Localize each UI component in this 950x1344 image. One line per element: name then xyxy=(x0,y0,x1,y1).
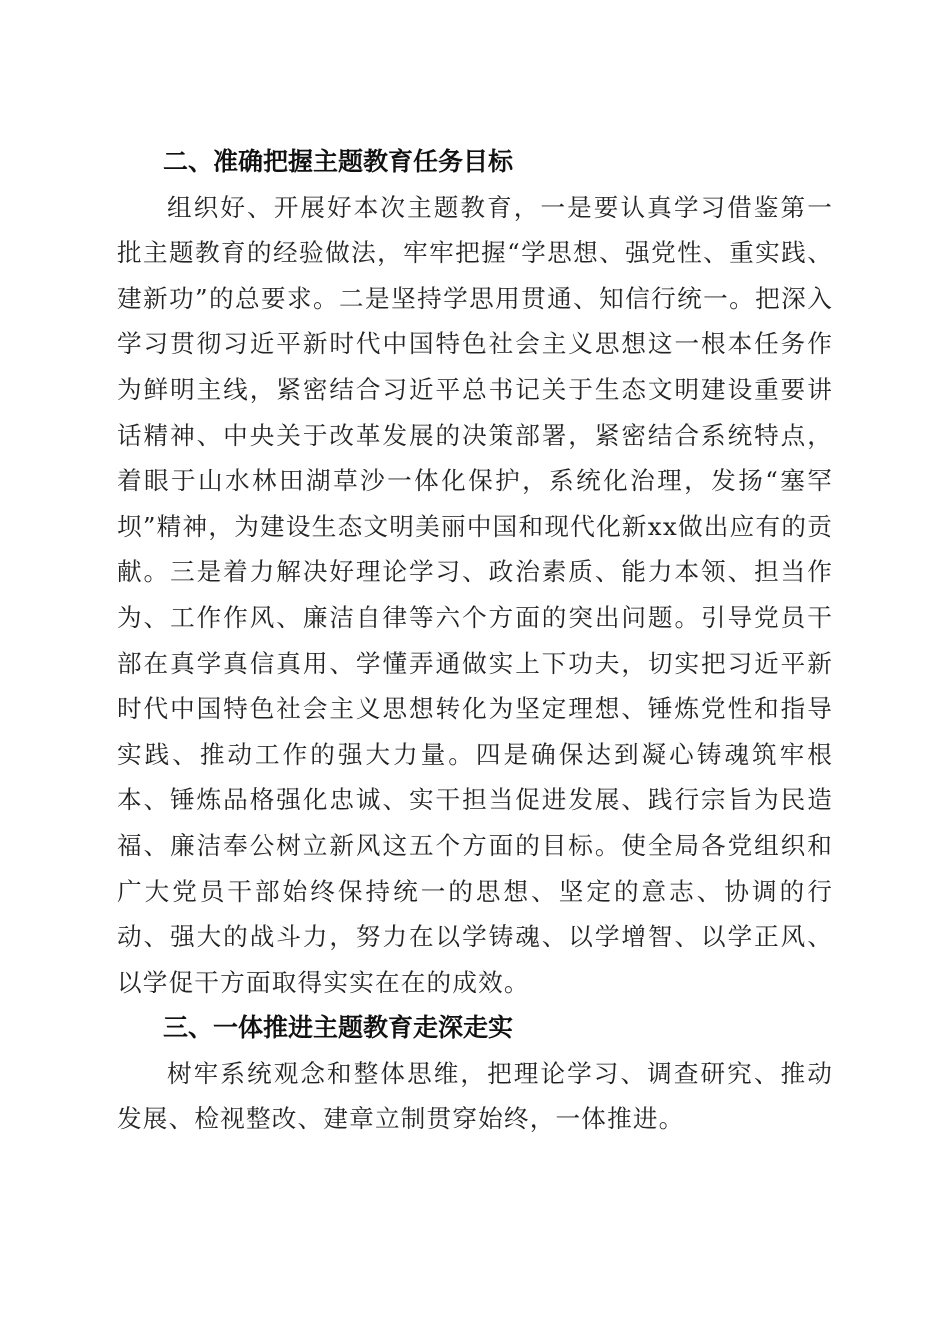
section-2-heading: 二、准确把握主题教育任务目标 xyxy=(163,147,514,176)
document-body xyxy=(117,139,833,1142)
section-2-paragraph: 组织好、开展好本次主题教育，一是要认真学习借鉴第一批主题教育的经验做法，牢牢把握“学思想、强党性、重实践、建新功”的总要求。二是坚持学思用贯通、知信行统一。把深入学习贯彻习近平新时代中国特色社会主义思想这一根本任务作为鲜明主线，紧密结合习近平总书记关于生态文明建设重要讲话精神、中央关于改革发展的决策部署，紧密结合系统特点，着眼于山水林田湖草沙一体化保护，系统化治理，发扬“塞罕坝”精神，为建设生态文明美丽中国和现代化新xx做出应有的贡献。三是着力解决好理论学习、政治素质、能力本领、担当作为、工作作风、廉洁自律等六个方面的突出问题。引导党员干部在真学真信真用、学懂弄通做实上下功夫，切实把习近平新时代中国特色社会主义思想转化为坚定理想、锤炼党性和指导实践、推动工作的强大力量。四是确保达到凝心铸魂筑牢根本、锤炼品格强化忠诚、实干担当促进发展、践行宗旨为民造福、廉洁奉公树立新风这五个方面的目标。使全局各党组织和广大党员干部始终保持统一的思想、坚定的意志、协调的行动、强大的战斗力，努力在以学铸魂、以学增智、以学正风、以学促干方面取得实实在在的成效。 xyxy=(117,192,833,997)
section-3-heading: 三、一体推进主题教育走深走实 xyxy=(163,1013,514,1043)
section-3-paragraph: 树牢系统观念和整体思维，把理论学习、调查研究、推动发展、检视整改、建章立制贯穿始终，一体推进。 xyxy=(117,1058,833,1134)
